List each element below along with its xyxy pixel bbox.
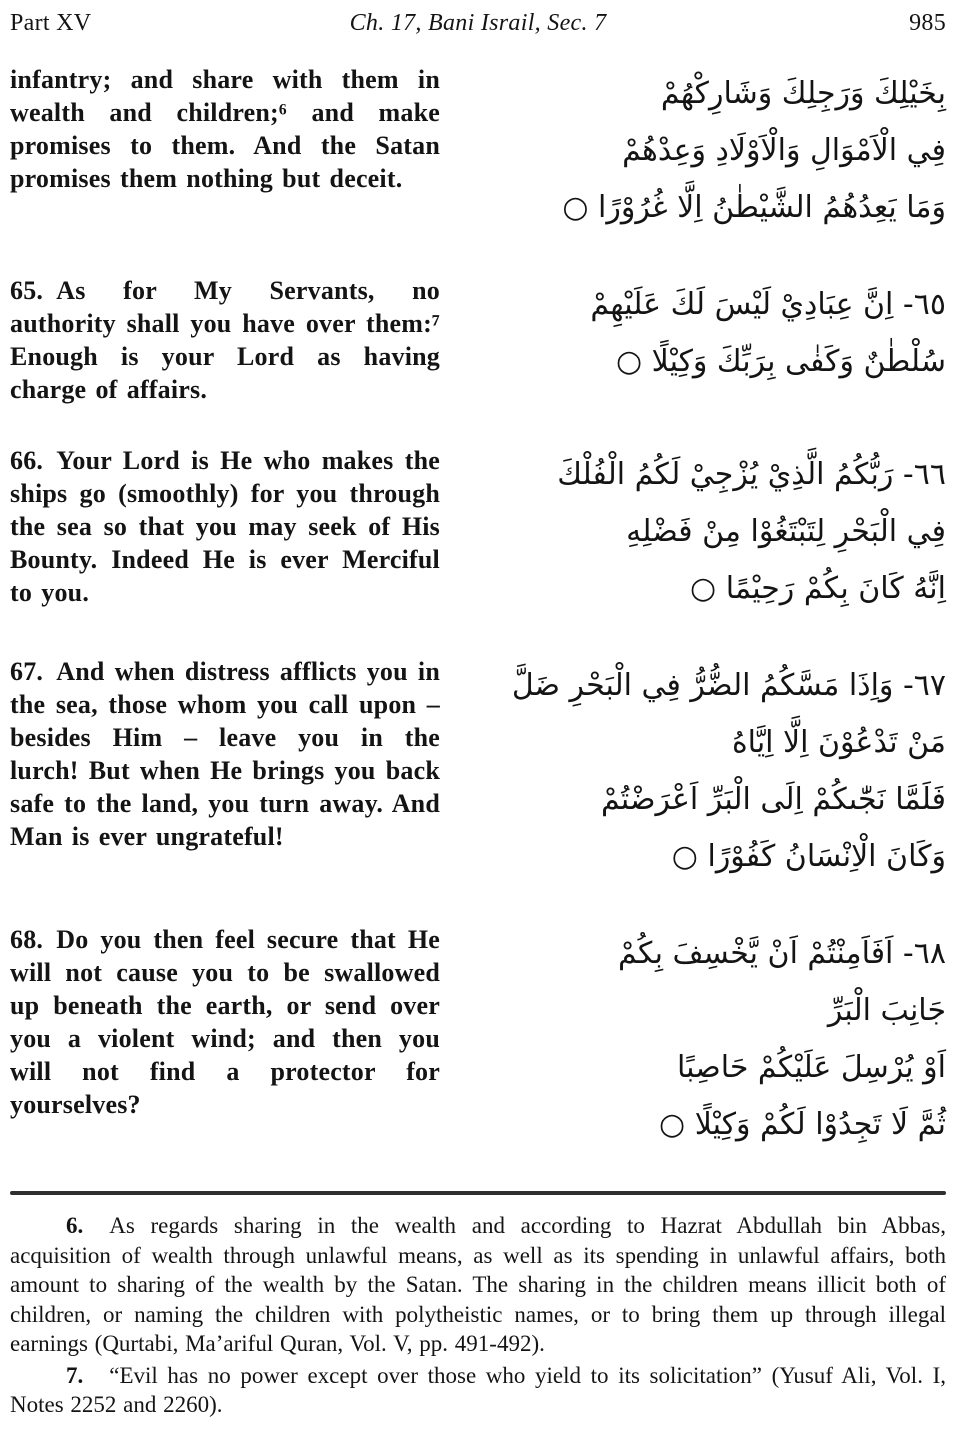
arabic-line: وَمَا يَعِدُهُمُ الشَّيْطٰنُ اِلَّا غُرُوْرًا ○ (562, 190, 946, 225)
verse-english-translation: 66. Your Lord is He who makes the ships go (smoothly) for you through the sea so that you may seek of His Bounty. Indeed He is ever Merciful to you. (10, 446, 440, 607)
arabic-line: ٦٨- اَفَاَمِنْتُمْ اَنْ يَّخْسِفَ بِكُمْ (618, 936, 946, 971)
arabic-line: ٦٦- رَبُّكُمُ الَّذِيْ يُزْجِيْ لَكُمُ الْفُلْكَ (557, 457, 946, 492)
arabic-line: ثُمَّ لَا تَجِدُوْا لَكُمْ وَكِيْلًا ○ (659, 1107, 946, 1142)
verse-row-65 (10, 274, 946, 406)
footnote-text: As regards sharing in the wealth and according to Hazrat Abdullah bin Abbas, acquisition of wealth through unlawful means, as well as its spending in unlawful affairs, both amount to sharing of the wealth by the Satan. The sharing in the children means illicit both of children, or naming the children with polytheistic names, or to bring them up through illegal earnings (Qurtabi, Ma’ariful Quran, Vol. V, pp. 491-492). (10, 1213, 946, 1356)
arabic-line: وَكَانَ الْاِنْسَانُ كَفُوْرًا ○ (671, 839, 946, 874)
arabic-line: فِي الْاَمْوَالِ وَالْاَوْلَادِ وَعِدْهُمْ (622, 133, 946, 168)
arabic-line: بِخَيْلِكَ وَرَجِلِكَ وَشَارِكْهُمْ (660, 76, 946, 111)
footnote-6 (10, 1211, 946, 1359)
part-label: Part XV (10, 10, 92, 36)
footnote-7 (10, 1361, 946, 1420)
footnote-text: “Evil has no power except over those who yield to its solicitation” (Yusuf Ali, Vol. I, Notes 2252 and 2260). (10, 1362, 946, 1417)
verse-row-68 (10, 923, 946, 1153)
verse-arabic-text (478, 274, 946, 390)
arabic-line: اَوْ يُرْسِلَ عَلَيْكُمْ حَاصِبًا (677, 1050, 946, 1085)
verse-arabic-text (478, 923, 946, 1153)
verse-row-67 (10, 655, 946, 885)
arabic-line: فَلَمَّا نَجّٰىكُمْ اِلَى الْبَرِّ اَعْرَضْتُمْ (600, 782, 946, 817)
verse-body (10, 63, 946, 1153)
verse-english-translation: 67. And when distress afflicts you in the sea, those whom you call upon – besides Him – leave you in the lurch! But when He brings you back safe to the land, you turn away. And Man is ever ungrateful! (10, 657, 440, 851)
footnote-number: 7. (66, 1362, 84, 1388)
verse-arabic-text (478, 63, 946, 236)
footnote-divider-rule (10, 1191, 946, 1195)
arabic-line: جَانِبَ الْبَرِّ (827, 993, 946, 1028)
footnotes-section (10, 1211, 946, 1420)
chapter-title: Ch. 17, Bani Israil, Sec. 7 (349, 10, 607, 36)
arabic-line: ٦٧- وَاِذَا مَسَّكُمُ الضُّرُّ فِي الْبَحْرِ ضَلَّ (511, 668, 946, 703)
verse-row-66 (10, 444, 946, 617)
arabic-line: مَنْ تَدْعُوْنَ اِلَّا اِيَّاهُ (731, 725, 946, 760)
arabic-line: سُلْطٰنٌ وَكَفٰى بِرَبِّكَ وَكِيْلًا ○ (615, 344, 946, 379)
arabic-line: ٦٥- اِنَّ عِبَادِيْ لَيْسَ لَكَ عَلَيْهِمْ (590, 287, 946, 322)
footnote-number: 6. (66, 1213, 84, 1238)
arabic-line: فِي الْبَحْرِ لِتَبْتَغُوْا مِنْ فَضْلِهِ (626, 514, 946, 549)
verse-arabic-text (478, 444, 946, 617)
page-number: 985 (909, 10, 946, 36)
verse-english-translation: infantry; and share with them in wealth and children;⁶ and make promises to them. And the Satan promises them nothing but deceit. (10, 65, 440, 193)
arabic-line: اِنَّهُ كَانَ بِكُمْ رَحِيْمًا ○ (690, 571, 946, 606)
verse-arabic-text (478, 655, 946, 885)
verse-english-translation: 65. As for My Servants, no authority shall you have over them:⁷ Enough is your Lord as having charge of affairs. (10, 276, 440, 404)
page-header (10, 10, 946, 37)
verse-row-64 (10, 63, 946, 236)
verse-english-translation: 68. Do you then feel secure that He will not cause you to be swallowed up beneath the earth, or send over you a violent wind; and then you will not find a protector for yourselves? (10, 925, 440, 1119)
